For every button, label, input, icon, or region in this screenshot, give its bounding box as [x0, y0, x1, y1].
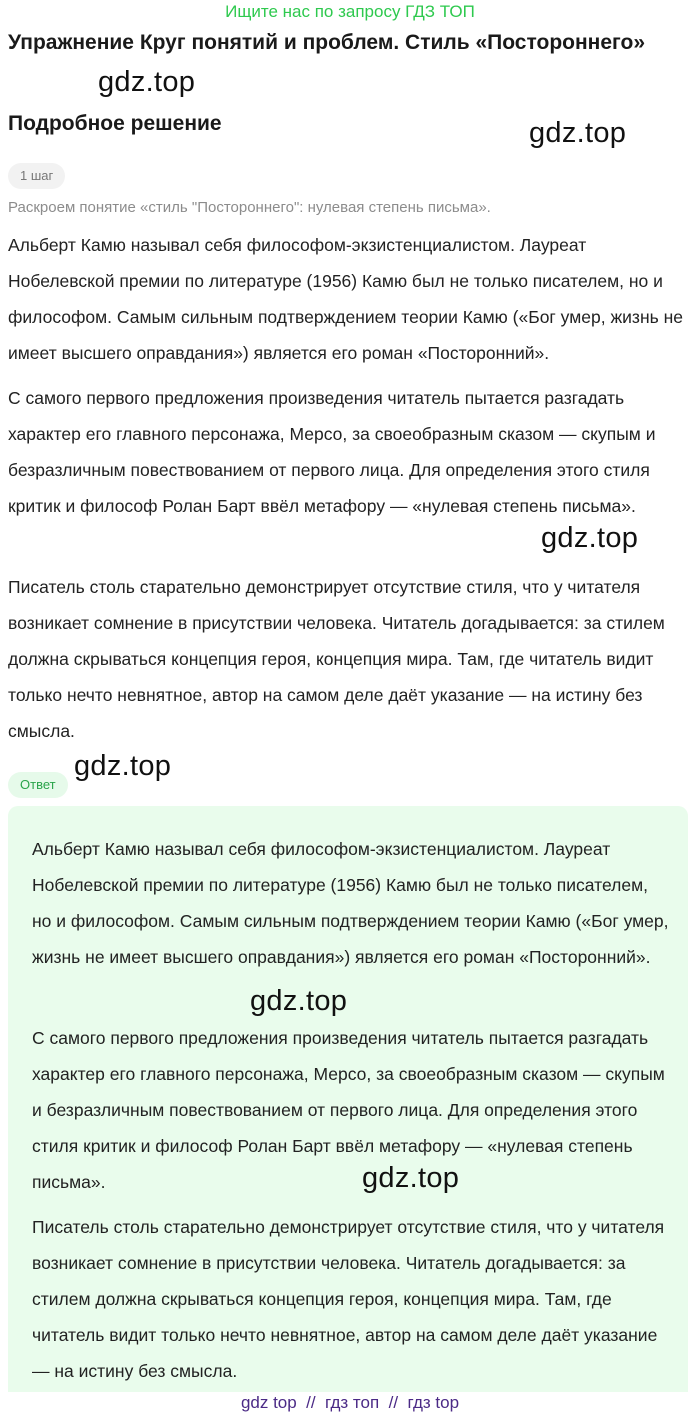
watermark: gdz.top	[98, 66, 196, 98]
search-banner: Ищите нас по запросу ГДЗ ТОП	[225, 2, 475, 21]
answer-paragraph: Альберт Камю называл себя философом-экзистенциалистом. Лауреат Нобелевской премии по литературе (1956) Камю был не только писателем, но и философом. Самым сильным подтверждением теории Камю («Бог умер, жизнь не имеет высшего оправдания») является его роман «Посторонний».	[32, 839, 669, 967]
step-badge: 1 шаг	[8, 163, 65, 189]
step-hint: Раскроем понятие «стиль "Постороннего": нулевая степень письма».	[8, 199, 491, 216]
answer-paragraph: С самого первого предложения произведения читатель пытается разгадать характер его главного персонажа, Мерсо, за своеобразным сказом — скупым и безразличным повествованием от первого лица. Для определения этого стиля критик и философ Ролан Барт ввёл метафору — «нулевая степень письма».	[32, 1028, 665, 1192]
solution-paragraph: С самого первого предложения произведения читатель пытается разгадать характер его главного персонажа, Мерсо, за своеобразным сказом — скупым и безразличным повествованием от первого лица. Для определения этого стиля критик и философ Ролан Барт ввёл метафору — «нулевая степень письма».	[8, 388, 656, 516]
watermark: gdz.top	[362, 1162, 460, 1194]
watermark: gdz.top	[74, 750, 172, 782]
section-heading: Подробное решение	[8, 112, 222, 135]
page-title: Упражнение Круг понятий и проблем. Стиль «Постороннего»	[8, 31, 645, 54]
watermark: gdz.top	[529, 117, 627, 149]
solution-paragraph: Писатель столь старательно демонстрирует отсутствие стиля, что у читателя возникает сомнение в присутствии человека. Читатель догадывается: за стилем должна скрываться концепция героя, концепция мира. Там, где читатель видит только нечто невнятное, автор на самом деле даёт указание — на истину без смысла.	[8, 577, 665, 741]
watermark: gdz.top	[541, 522, 639, 554]
solution-paragraph: Альберт Камю называл себя философом-экзистенциалистом. Лауреат Нобелевской премии по литературе (1956) Камю был не только писателем, но и философом. Самым сильным подтверждением теории Камю («Бог умер, жизнь не имеет высшего оправдания») является его роман «Посторонний».	[8, 235, 683, 363]
footer-links: gdz top // гдз топ // гдз top	[240, 1393, 460, 1412]
watermark: gdz.top	[250, 985, 348, 1017]
answer-badge: Ответ	[8, 772, 68, 798]
answer-paragraph: Писатель столь старательно демонстрирует отсутствие стиля, что у читателя возникает сомнение в присутствии человека. Читатель догадывается: за стилем должна скрываться концепция героя, концепция мира. Там, где читатель видит только нечто невнятное, автор на самом деле даёт указание — на истину без смысла.	[32, 1217, 665, 1381]
